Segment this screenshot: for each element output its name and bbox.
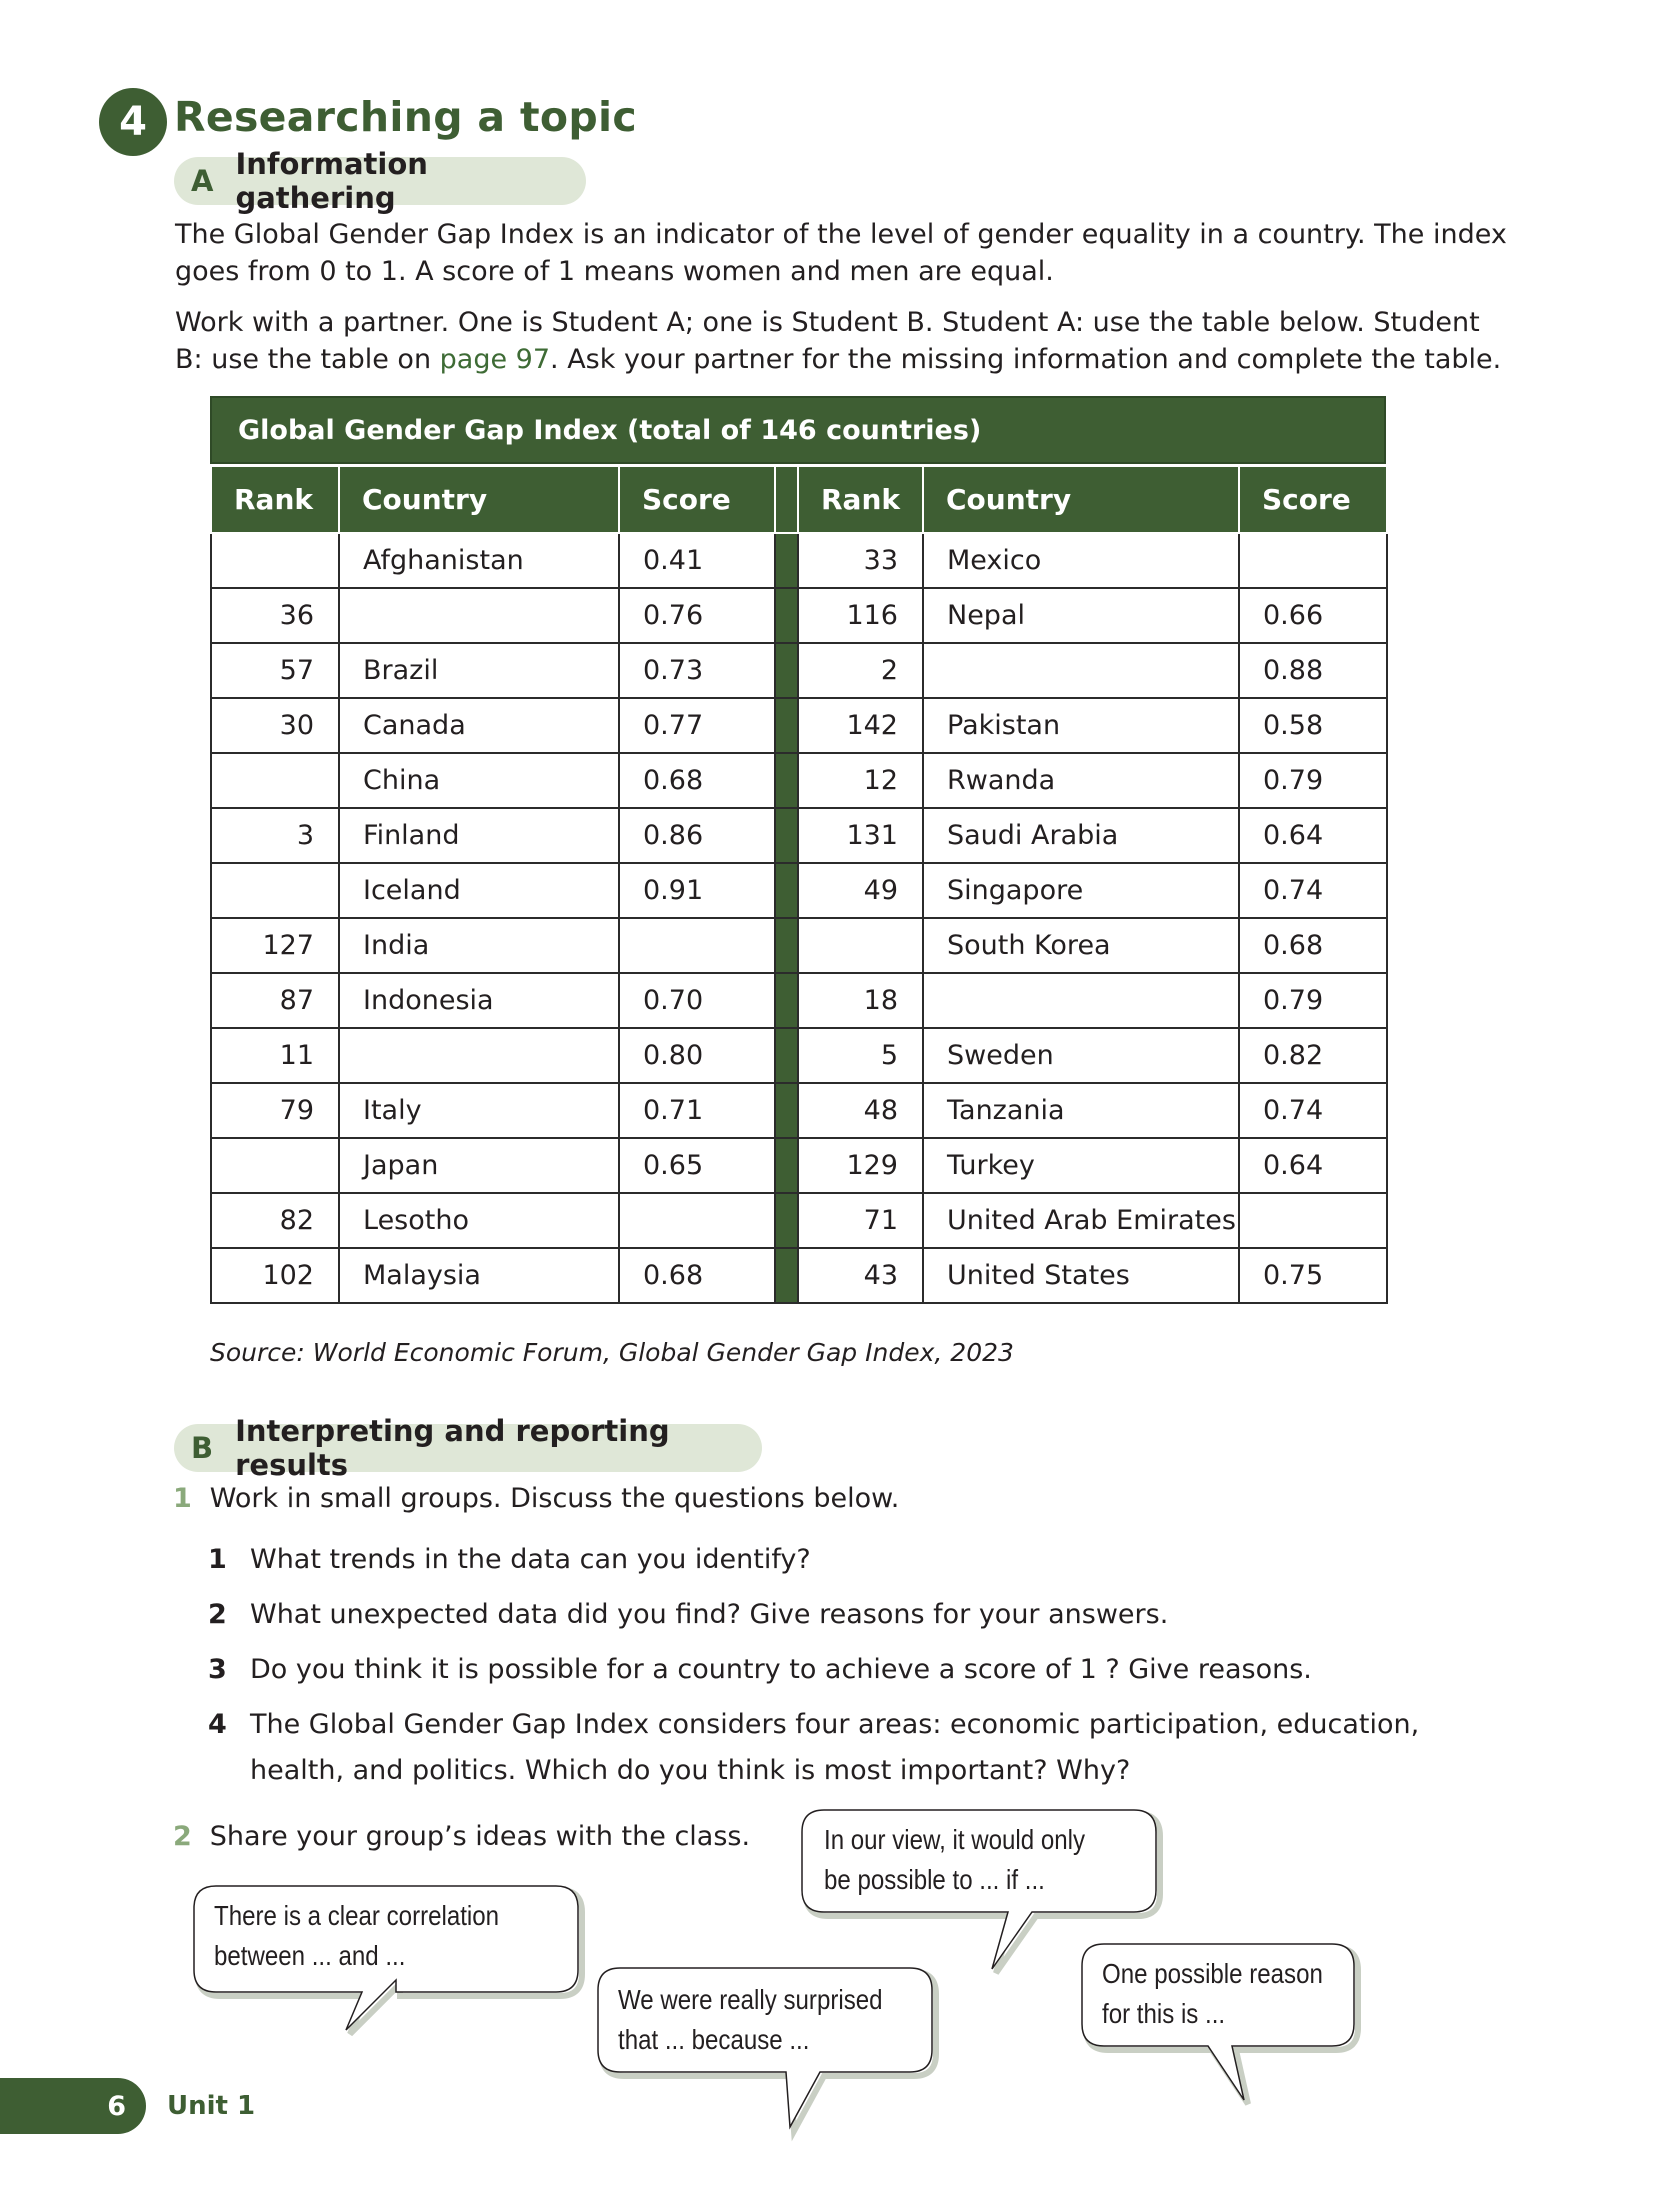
column-divider [775, 1193, 798, 1248]
cell-country: Afghanistan [339, 533, 619, 588]
column-divider [775, 467, 798, 533]
cell-score: 0.68 [619, 1248, 775, 1303]
table-source: Source: World Economic Forum, Global Gender Gap Index, 2023 [210, 1338, 1014, 1367]
section-title: Researching a topic [174, 93, 637, 141]
cell-score: 0.66 [1239, 588, 1387, 643]
cell-score: 0.80 [619, 1028, 775, 1083]
cell-rank [798, 918, 923, 973]
cell-rank: 18 [798, 973, 923, 1028]
cell-country: Saudi Arabia [923, 808, 1239, 863]
cell-score: 0.79 [1239, 753, 1387, 808]
cell-country: Japan [339, 1138, 619, 1193]
step-2-text: Share your group’s ideas with the class. [209, 1821, 751, 1852]
cell-rank: 49 [798, 863, 923, 918]
cell-country: Indonesia [339, 973, 619, 1028]
column-divider [775, 918, 798, 973]
question-number: 1 [208, 1544, 227, 1575]
cell-rank: 102 [211, 1248, 339, 1303]
table-row [211, 1248, 1387, 1303]
part-a-heading-text: Information gathering [235, 147, 428, 215]
cell-score [1239, 533, 1387, 588]
question-item [208, 1647, 1508, 1693]
column-divider [775, 698, 798, 753]
header-score: Score [619, 467, 775, 533]
cell-country: India [339, 918, 619, 973]
cell-score [1239, 1193, 1387, 1248]
table-row [211, 588, 1387, 643]
cell-score: 0.76 [619, 588, 775, 643]
unit-label: Unit 1 [167, 2091, 256, 2121]
table-row [211, 808, 1387, 863]
cell-rank: 87 [211, 973, 339, 1028]
bubble-line: One possible reason [1102, 1958, 1323, 1989]
data-table [210, 467, 1388, 1304]
table-header-row [211, 467, 1387, 533]
cell-score: 0.82 [1239, 1028, 1387, 1083]
bubble-line: We were really surprised [618, 1984, 883, 2015]
step-1 [173, 1483, 899, 1514]
cell-country: South Korea [923, 918, 1239, 973]
step-1-number: 1 [173, 1483, 192, 1514]
cell-score: 0.68 [619, 753, 775, 808]
cell-score: 0.64 [1239, 1138, 1387, 1193]
question-item [208, 1537, 1508, 1583]
cell-country [339, 588, 619, 643]
cell-score: 0.86 [619, 808, 775, 863]
header-rank: Rank [798, 467, 923, 533]
cell-score [619, 918, 775, 973]
cell-rank [211, 533, 339, 588]
cell-country: Pakistan [923, 698, 1239, 753]
step-2-number: 2 [173, 1821, 192, 1852]
header-country: Country [339, 467, 619, 533]
part-a-heading [174, 147, 586, 215]
cell-rank [211, 1138, 339, 1193]
cell-country: China [339, 753, 619, 808]
question-text: What unexpected data did you find? Give reasons for your answers. [250, 1599, 1169, 1630]
step-2 [173, 1821, 750, 1852]
column-divider [775, 753, 798, 808]
bubble-line: that ... because ... [618, 2024, 810, 2055]
column-divider [775, 643, 798, 698]
question-item [208, 1702, 1508, 1794]
column-divider [775, 863, 798, 918]
table-row [211, 1138, 1387, 1193]
cell-country: Rwanda [923, 753, 1239, 808]
cell-country: Malaysia [339, 1248, 619, 1303]
cell-rank: 30 [211, 698, 339, 753]
cell-rank: 36 [211, 588, 339, 643]
question-item [208, 1592, 1508, 1638]
cell-country: United States [923, 1248, 1239, 1303]
table-row [211, 918, 1387, 973]
cell-country: Brazil [339, 643, 619, 698]
question-number: 3 [208, 1654, 227, 1685]
cell-country: Italy [339, 1083, 619, 1138]
table-title: Global Gender Gap Index (total of 146 countries) [210, 396, 1386, 464]
table-row [211, 1193, 1387, 1248]
cell-rank: 43 [798, 1248, 923, 1303]
cell-score: 0.65 [619, 1138, 775, 1193]
header-country: Country [923, 467, 1239, 533]
cell-score: 0.68 [1239, 918, 1387, 973]
cell-rank: 11 [211, 1028, 339, 1083]
cell-rank [211, 863, 339, 918]
page-97-link[interactable]: page 97 [439, 344, 551, 375]
part-a-letter: A [191, 164, 214, 198]
cell-rank: 79 [211, 1083, 339, 1138]
cell-rank [211, 753, 339, 808]
cell-country: Canada [339, 698, 619, 753]
cell-score: 0.88 [1239, 643, 1387, 698]
column-divider [775, 1248, 798, 1303]
instructions-paragraph [175, 304, 1515, 378]
cell-country: Nepal [923, 588, 1239, 643]
cell-country: Sweden [923, 1028, 1239, 1083]
cell-country: Iceland [339, 863, 619, 918]
cell-rank: 129 [798, 1138, 923, 1193]
cell-country: Mexico [923, 533, 1239, 588]
table-row [211, 643, 1387, 698]
cell-score: 0.74 [1239, 863, 1387, 918]
cell-country [923, 973, 1239, 1028]
cell-rank: 116 [798, 588, 923, 643]
cell-score: 0.74 [1239, 1083, 1387, 1138]
cell-score: 0.58 [1239, 698, 1387, 753]
cell-country: United Arab Emirates [923, 1193, 1239, 1248]
cell-score: 0.41 [619, 533, 775, 588]
cell-score: 0.73 [619, 643, 775, 698]
bubble-line: for this is ... [1102, 1998, 1226, 2029]
cell-country [923, 643, 1239, 698]
column-divider [775, 588, 798, 643]
cell-rank: 12 [798, 753, 923, 808]
question-number: 4 [208, 1709, 227, 1740]
bubble-line: There is a clear correlation [214, 1900, 500, 1931]
table-row [211, 753, 1387, 808]
cell-rank: 71 [798, 1193, 923, 1248]
cell-rank: 2 [798, 643, 923, 698]
cell-rank: 131 [798, 808, 923, 863]
gender-gap-table [210, 396, 1386, 1304]
cell-rank: 82 [211, 1193, 339, 1248]
intro-paragraph: The Global Gender Gap Index is an indicator of the level of gender equality in a country. The index goes from 0 to 1. A score of 1 means women and men are equal. [175, 219, 1507, 287]
section-number-badge: 4 [99, 88, 167, 156]
instructions-text-before: Work with a partner. One is Student A; one is Student B. Student A: use the table below. Student B: use the table on [175, 307, 1480, 375]
cell-rank: 48 [798, 1083, 923, 1138]
header-score: Score [1239, 467, 1387, 533]
cell-country: Singapore [923, 863, 1239, 918]
bubble-line: between ... and ... [214, 1940, 406, 1971]
cell-country: Finland [339, 808, 619, 863]
column-divider [775, 808, 798, 863]
cell-rank: 127 [211, 918, 339, 973]
cell-rank: 57 [211, 643, 339, 698]
question-text: Do you think it is possible for a country to achieve a score of 1 ? Give reasons. [250, 1654, 1312, 1685]
cell-score: 0.70 [619, 973, 775, 1028]
cell-country [339, 1028, 619, 1083]
cell-score: 0.79 [1239, 973, 1387, 1028]
question-number: 2 [208, 1599, 227, 1630]
header-rank: Rank [211, 467, 339, 533]
page-number: 6 [107, 2090, 126, 2122]
question-text: The Global Gender Gap Index considers four areas: economic participation, education, health, and politics. Which do you think is most important? Why? [250, 1709, 1420, 1786]
cell-rank: 142 [798, 698, 923, 753]
cell-rank: 5 [798, 1028, 923, 1083]
page-number-tab [0, 2078, 146, 2134]
bubble-line: In our view, it would only [824, 1824, 1086, 1855]
column-divider [775, 1083, 798, 1138]
table-row [211, 1083, 1387, 1138]
table-row [211, 533, 1387, 588]
column-divider [775, 1028, 798, 1083]
cell-rank: 33 [798, 533, 923, 588]
cell-score [619, 1193, 775, 1248]
cell-score: 0.77 [619, 698, 775, 753]
table-row [211, 973, 1387, 1028]
cell-score: 0.64 [1239, 808, 1387, 863]
step-1-text: Work in small groups. Discuss the questions below. [209, 1483, 900, 1514]
bubble-line: be possible to ... if ... [824, 1864, 1045, 1895]
cell-country: Lesotho [339, 1193, 619, 1248]
cell-country: Tanzania [923, 1083, 1239, 1138]
cell-country: Turkey [923, 1138, 1239, 1193]
part-b-heading [174, 1414, 762, 1482]
part-b-heading-text: Interpreting and reporting results [235, 1414, 670, 1482]
cell-score: 0.71 [619, 1083, 775, 1138]
table-row [211, 1028, 1387, 1083]
cell-rank: 3 [211, 808, 339, 863]
column-divider [775, 1138, 798, 1193]
cell-score: 0.91 [619, 863, 775, 918]
question-text: What trends in the data can you identify? [250, 1544, 811, 1575]
column-divider [775, 973, 798, 1028]
part-b-letter: B [191, 1431, 214, 1465]
cell-score: 0.75 [1239, 1248, 1387, 1303]
table-row [211, 863, 1387, 918]
column-divider [775, 533, 798, 588]
table-row [211, 698, 1387, 753]
instructions-text-after: . Ask your partner for the missing information and complete the table. [550, 344, 1502, 375]
